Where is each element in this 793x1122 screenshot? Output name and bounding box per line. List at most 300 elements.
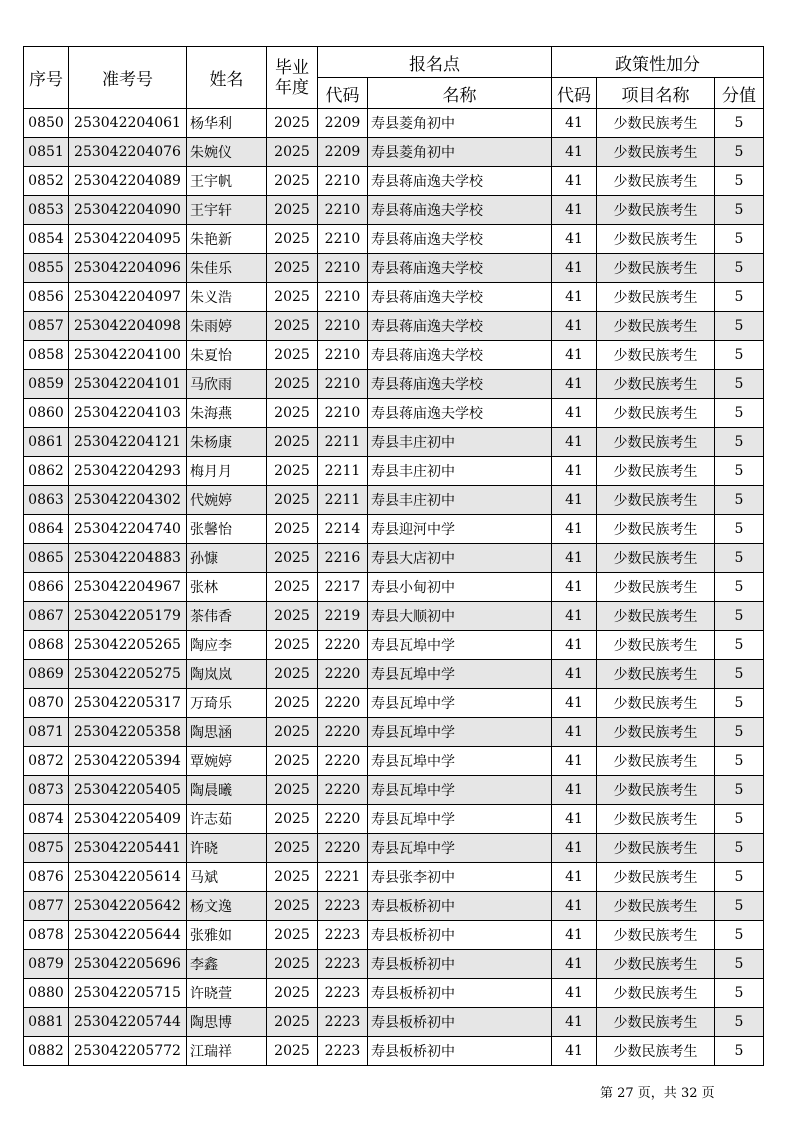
header-seq: 序号 bbox=[24, 47, 69, 109]
cell-reg-code: 2220 bbox=[318, 834, 368, 863]
table-row bbox=[24, 428, 764, 457]
cell-reg-code: 2220 bbox=[318, 631, 368, 660]
cell-seq: 0861 bbox=[24, 428, 69, 457]
cell-exam-no: 253042204883 bbox=[69, 544, 187, 573]
cell-year: 2025 bbox=[267, 283, 318, 312]
cell-name: 陶晨曦 bbox=[187, 776, 267, 805]
cell-year: 2025 bbox=[267, 370, 318, 399]
cell-reg-code: 2221 bbox=[318, 863, 368, 892]
cell-seq: 0854 bbox=[24, 225, 69, 254]
cell-seq: 0860 bbox=[24, 399, 69, 428]
cell-exam-no: 253042205394 bbox=[69, 747, 187, 776]
cell-name: 许晓萱 bbox=[187, 979, 267, 1008]
cell-policy-item: 少数民族考生 bbox=[597, 718, 715, 747]
cell-reg-code: 2217 bbox=[318, 573, 368, 602]
cell-reg-code: 2216 bbox=[318, 544, 368, 573]
cell-exam-no: 253042204098 bbox=[69, 312, 187, 341]
cell-exam-no: 253042204061 bbox=[69, 109, 187, 138]
cell-policy-item: 少数民族考生 bbox=[597, 892, 715, 921]
cell-name: 陶思涵 bbox=[187, 718, 267, 747]
cell-policy-score: 5 bbox=[715, 602, 764, 631]
cell-name: 江瑞祥 bbox=[187, 1037, 267, 1066]
table-row bbox=[24, 225, 764, 254]
cell-reg-code: 2223 bbox=[318, 892, 368, 921]
cell-school: 寿县蒋庙逸夫学校 bbox=[368, 225, 552, 254]
cell-policy-code: 41 bbox=[552, 341, 597, 370]
table-row bbox=[24, 805, 764, 834]
cell-year: 2025 bbox=[267, 225, 318, 254]
cell-policy-code: 41 bbox=[552, 660, 597, 689]
cell-policy-score: 5 bbox=[715, 660, 764, 689]
cell-school: 寿县蒋庙逸夫学校 bbox=[368, 312, 552, 341]
page-footer: 第 27 页，共 32 页 bbox=[600, 1086, 715, 1101]
cell-seq: 0873 bbox=[24, 776, 69, 805]
cell-name: 覃婉婷 bbox=[187, 747, 267, 776]
cell-exam-no: 253042204740 bbox=[69, 515, 187, 544]
cell-policy-item: 少数民族考生 bbox=[597, 370, 715, 399]
cell-policy-item: 少数民族考生 bbox=[597, 573, 715, 602]
cell-school: 寿县小甸初中 bbox=[368, 573, 552, 602]
cell-year: 2025 bbox=[267, 573, 318, 602]
cell-policy-score: 5 bbox=[715, 167, 764, 196]
cell-year: 2025 bbox=[267, 428, 318, 457]
cell-exam-no: 253042204101 bbox=[69, 370, 187, 399]
table-row bbox=[24, 109, 764, 138]
cell-policy-item: 少数民族考生 bbox=[597, 631, 715, 660]
cell-reg-code: 2220 bbox=[318, 660, 368, 689]
cell-exam-no: 253042204293 bbox=[69, 457, 187, 486]
table-row bbox=[24, 602, 764, 631]
cell-school: 寿县蒋庙逸夫学校 bbox=[368, 254, 552, 283]
cell-exam-no: 253042205772 bbox=[69, 1037, 187, 1066]
cell-exam-no: 253042204090 bbox=[69, 196, 187, 225]
table-row bbox=[24, 283, 764, 312]
cell-name: 朱海燕 bbox=[187, 399, 267, 428]
cell-seq: 0880 bbox=[24, 979, 69, 1008]
cell-name: 陶思博 bbox=[187, 1008, 267, 1037]
cell-policy-score: 5 bbox=[715, 486, 764, 515]
cell-exam-no: 253042205409 bbox=[69, 805, 187, 834]
cell-name: 朱婉仪 bbox=[187, 138, 267, 167]
cell-seq: 0869 bbox=[24, 660, 69, 689]
cell-reg-code: 2210 bbox=[318, 225, 368, 254]
cell-school: 寿县瓦埠中学 bbox=[368, 805, 552, 834]
cell-seq: 0879 bbox=[24, 950, 69, 979]
cell-policy-score: 5 bbox=[715, 370, 764, 399]
cell-exam-no: 253042204103 bbox=[69, 399, 187, 428]
cell-reg-code: 2223 bbox=[318, 1008, 368, 1037]
cell-reg-code: 2223 bbox=[318, 979, 368, 1008]
cell-policy-score: 5 bbox=[715, 573, 764, 602]
cell-policy-item: 少数民族考生 bbox=[597, 225, 715, 254]
cell-policy-score: 5 bbox=[715, 225, 764, 254]
cell-policy-code: 41 bbox=[552, 718, 597, 747]
cell-school: 寿县大店初中 bbox=[368, 544, 552, 573]
cell-seq: 0865 bbox=[24, 544, 69, 573]
cell-policy-item: 少数民族考生 bbox=[597, 776, 715, 805]
cell-policy-code: 41 bbox=[552, 1008, 597, 1037]
table-row bbox=[24, 921, 764, 950]
table-row bbox=[24, 1008, 764, 1037]
cell-school: 寿县瓦埠中学 bbox=[368, 776, 552, 805]
cell-school: 寿县瓦埠中学 bbox=[368, 834, 552, 863]
cell-name: 朱义浩 bbox=[187, 283, 267, 312]
header-reg-point: 报名点 bbox=[318, 47, 552, 78]
cell-policy-score: 5 bbox=[715, 1008, 764, 1037]
cell-policy-code: 41 bbox=[552, 399, 597, 428]
cell-seq: 0851 bbox=[24, 138, 69, 167]
cell-year: 2025 bbox=[267, 1008, 318, 1037]
header-policy-score: 分值 bbox=[715, 78, 764, 109]
cell-seq: 0863 bbox=[24, 486, 69, 515]
table-row bbox=[24, 399, 764, 428]
cell-year: 2025 bbox=[267, 892, 318, 921]
cell-name: 李鑫 bbox=[187, 950, 267, 979]
cell-name: 茶伟香 bbox=[187, 602, 267, 631]
cell-year: 2025 bbox=[267, 834, 318, 863]
cell-seq: 0876 bbox=[24, 863, 69, 892]
cell-name: 许晓 bbox=[187, 834, 267, 863]
cell-year: 2025 bbox=[267, 457, 318, 486]
cell-policy-score: 5 bbox=[715, 718, 764, 747]
cell-exam-no: 253042204121 bbox=[69, 428, 187, 457]
cell-reg-code: 2220 bbox=[318, 776, 368, 805]
cell-policy-code: 41 bbox=[552, 602, 597, 631]
cell-seq: 0872 bbox=[24, 747, 69, 776]
header-policy: 政策性加分 bbox=[552, 47, 764, 78]
cell-policy-score: 5 bbox=[715, 631, 764, 660]
cell-policy-code: 41 bbox=[552, 689, 597, 718]
cell-policy-score: 5 bbox=[715, 747, 764, 776]
cell-reg-code: 2220 bbox=[318, 805, 368, 834]
cell-reg-code: 2210 bbox=[318, 283, 368, 312]
cell-policy-code: 41 bbox=[552, 225, 597, 254]
cell-reg-code: 2210 bbox=[318, 167, 368, 196]
header-grad-year bbox=[267, 47, 318, 109]
cell-year: 2025 bbox=[267, 747, 318, 776]
cell-policy-item: 少数民族考生 bbox=[597, 283, 715, 312]
cell-policy-code: 41 bbox=[552, 805, 597, 834]
cell-year: 2025 bbox=[267, 689, 318, 718]
cell-policy-code: 41 bbox=[552, 428, 597, 457]
cell-exam-no: 253042204096 bbox=[69, 254, 187, 283]
cell-year: 2025 bbox=[267, 544, 318, 573]
cell-name: 万琦乐 bbox=[187, 689, 267, 718]
cell-policy-score: 5 bbox=[715, 341, 764, 370]
cell-policy-item: 少数民族考生 bbox=[597, 167, 715, 196]
cell-seq: 0856 bbox=[24, 283, 69, 312]
cell-policy-item: 少数民族考生 bbox=[597, 921, 715, 950]
cell-policy-code: 41 bbox=[552, 1037, 597, 1066]
cell-reg-code: 2211 bbox=[318, 486, 368, 515]
cell-policy-score: 5 bbox=[715, 921, 764, 950]
cell-exam-no: 253042205265 bbox=[69, 631, 187, 660]
header-grad-year-label: 毕业年度 bbox=[275, 57, 309, 98]
cell-policy-score: 5 bbox=[715, 283, 764, 312]
cell-year: 2025 bbox=[267, 312, 318, 341]
cell-name: 朱夏怡 bbox=[187, 341, 267, 370]
cell-year: 2025 bbox=[267, 660, 318, 689]
cell-policy-item: 少数民族考生 bbox=[597, 602, 715, 631]
cell-exam-no: 253042204089 bbox=[69, 167, 187, 196]
cell-reg-code: 2211 bbox=[318, 428, 368, 457]
cell-year: 2025 bbox=[267, 776, 318, 805]
cell-policy-score: 5 bbox=[715, 138, 764, 167]
cell-year: 2025 bbox=[267, 254, 318, 283]
cell-name: 张林 bbox=[187, 573, 267, 602]
cell-name: 杨华利 bbox=[187, 109, 267, 138]
cell-reg-code: 2210 bbox=[318, 254, 368, 283]
cell-school: 寿县蒋庙逸夫学校 bbox=[368, 283, 552, 312]
cell-seq: 0867 bbox=[24, 602, 69, 631]
cell-school: 寿县蒋庙逸夫学校 bbox=[368, 196, 552, 225]
header-reg-name: 名称 bbox=[368, 78, 552, 109]
cell-exam-no: 253042205642 bbox=[69, 892, 187, 921]
cell-name: 杨文逸 bbox=[187, 892, 267, 921]
cell-policy-score: 5 bbox=[715, 428, 764, 457]
cell-policy-item: 少数民族考生 bbox=[597, 950, 715, 979]
cell-exam-no: 253042205179 bbox=[69, 602, 187, 631]
cell-policy-item: 少数民族考生 bbox=[597, 805, 715, 834]
cell-year: 2025 bbox=[267, 979, 318, 1008]
cell-exam-no: 253042205275 bbox=[69, 660, 187, 689]
cell-school: 寿县菱角初中 bbox=[368, 138, 552, 167]
table-row bbox=[24, 312, 764, 341]
cell-policy-score: 5 bbox=[715, 892, 764, 921]
cell-exam-no: 253042205358 bbox=[69, 718, 187, 747]
cell-exam-no: 253042205405 bbox=[69, 776, 187, 805]
cell-seq: 0858 bbox=[24, 341, 69, 370]
cell-school: 寿县丰庄初中 bbox=[368, 457, 552, 486]
cell-school: 寿县板桥初中 bbox=[368, 950, 552, 979]
cell-policy-score: 5 bbox=[715, 254, 764, 283]
cell-policy-code: 41 bbox=[552, 544, 597, 573]
cell-seq: 0853 bbox=[24, 196, 69, 225]
cell-school: 寿县瓦埠中学 bbox=[368, 689, 552, 718]
cell-year: 2025 bbox=[267, 921, 318, 950]
cell-school: 寿县蒋庙逸夫学校 bbox=[368, 167, 552, 196]
cell-year: 2025 bbox=[267, 863, 318, 892]
table-row bbox=[24, 167, 764, 196]
cell-exam-no: 253042205614 bbox=[69, 863, 187, 892]
cell-exam-no: 253042205696 bbox=[69, 950, 187, 979]
cell-policy-code: 41 bbox=[552, 515, 597, 544]
header-policy-item: 项目名称 bbox=[597, 78, 715, 109]
cell-policy-code: 41 bbox=[552, 834, 597, 863]
cell-policy-score: 5 bbox=[715, 457, 764, 486]
cell-exam-no: 253042204076 bbox=[69, 138, 187, 167]
cell-policy-code: 41 bbox=[552, 863, 597, 892]
cell-exam-no: 253042204100 bbox=[69, 341, 187, 370]
cell-reg-code: 2210 bbox=[318, 370, 368, 399]
cell-reg-code: 2209 bbox=[318, 109, 368, 138]
cell-policy-item: 少数民族考生 bbox=[597, 1037, 715, 1066]
cell-seq: 0877 bbox=[24, 892, 69, 921]
table-row bbox=[24, 660, 764, 689]
cell-policy-item: 少数民族考生 bbox=[597, 515, 715, 544]
cell-policy-item: 少数民族考生 bbox=[597, 109, 715, 138]
cell-policy-code: 41 bbox=[552, 457, 597, 486]
cell-reg-code: 2211 bbox=[318, 457, 368, 486]
cell-name: 许志茹 bbox=[187, 805, 267, 834]
cell-policy-code: 41 bbox=[552, 950, 597, 979]
cell-policy-item: 少数民族考生 bbox=[597, 196, 715, 225]
cell-policy-score: 5 bbox=[715, 776, 764, 805]
cell-exam-no: 253042204095 bbox=[69, 225, 187, 254]
cell-policy-code: 41 bbox=[552, 254, 597, 283]
cell-school: 寿县板桥初中 bbox=[368, 892, 552, 921]
cell-policy-code: 41 bbox=[552, 312, 597, 341]
cell-seq: 0881 bbox=[24, 1008, 69, 1037]
cell-policy-item: 少数民族考生 bbox=[597, 660, 715, 689]
table-row bbox=[24, 776, 764, 805]
cell-exam-no: 253042204097 bbox=[69, 283, 187, 312]
cell-policy-item: 少数民族考生 bbox=[597, 457, 715, 486]
cell-school: 寿县瓦埠中学 bbox=[368, 631, 552, 660]
header-reg-code: 代码 bbox=[318, 78, 368, 109]
cell-reg-code: 2210 bbox=[318, 399, 368, 428]
cell-policy-item: 少数民族考生 bbox=[597, 689, 715, 718]
cell-policy-score: 5 bbox=[715, 689, 764, 718]
table-row bbox=[24, 370, 764, 399]
cell-policy-code: 41 bbox=[552, 283, 597, 312]
cell-seq: 0882 bbox=[24, 1037, 69, 1066]
cell-reg-code: 2210 bbox=[318, 196, 368, 225]
cell-policy-score: 5 bbox=[715, 834, 764, 863]
cell-reg-code: 2214 bbox=[318, 515, 368, 544]
cell-name: 陶岚岚 bbox=[187, 660, 267, 689]
cell-seq: 0855 bbox=[24, 254, 69, 283]
table-row bbox=[24, 457, 764, 486]
cell-name: 陶应李 bbox=[187, 631, 267, 660]
table-row bbox=[24, 747, 764, 776]
cell-reg-code: 2220 bbox=[318, 718, 368, 747]
cell-reg-code: 2223 bbox=[318, 921, 368, 950]
cell-policy-score: 5 bbox=[715, 312, 764, 341]
cell-reg-code: 2220 bbox=[318, 747, 368, 776]
cell-policy-item: 少数民族考生 bbox=[597, 399, 715, 428]
cell-policy-item: 少数民族考生 bbox=[597, 428, 715, 457]
cell-school: 寿县板桥初中 bbox=[368, 1037, 552, 1066]
cell-school: 寿县板桥初中 bbox=[368, 1008, 552, 1037]
cell-exam-no: 253042205715 bbox=[69, 979, 187, 1008]
cell-policy-item: 少数民族考生 bbox=[597, 486, 715, 515]
cell-seq: 0868 bbox=[24, 631, 69, 660]
cell-seq: 0864 bbox=[24, 515, 69, 544]
cell-name: 张馨怡 bbox=[187, 515, 267, 544]
header-exam-no: 准考号 bbox=[69, 47, 187, 109]
cell-name: 马欣雨 bbox=[187, 370, 267, 399]
cell-year: 2025 bbox=[267, 138, 318, 167]
cell-seq: 0859 bbox=[24, 370, 69, 399]
table-row bbox=[24, 573, 764, 602]
cell-year: 2025 bbox=[267, 486, 318, 515]
table-row bbox=[24, 834, 764, 863]
table-row bbox=[24, 341, 764, 370]
cell-policy-item: 少数民族考生 bbox=[597, 1008, 715, 1037]
cell-policy-item: 少数民族考生 bbox=[597, 863, 715, 892]
table-row bbox=[24, 863, 764, 892]
cell-policy-score: 5 bbox=[715, 1037, 764, 1066]
table-body bbox=[24, 109, 764, 1066]
cell-exam-no: 253042204302 bbox=[69, 486, 187, 515]
cell-school: 寿县板桥初中 bbox=[368, 921, 552, 950]
table-row bbox=[24, 689, 764, 718]
table-row bbox=[24, 544, 764, 573]
cell-year: 2025 bbox=[267, 950, 318, 979]
cell-policy-score: 5 bbox=[715, 863, 764, 892]
cell-policy-code: 41 bbox=[552, 892, 597, 921]
cell-reg-code: 2209 bbox=[318, 138, 368, 167]
cell-policy-code: 41 bbox=[552, 573, 597, 602]
cell-policy-score: 5 bbox=[715, 109, 764, 138]
cell-seq: 0862 bbox=[24, 457, 69, 486]
cell-policy-item: 少数民族考生 bbox=[597, 747, 715, 776]
cell-name: 朱佳乐 bbox=[187, 254, 267, 283]
cell-policy-code: 41 bbox=[552, 747, 597, 776]
cell-policy-item: 少数民族考生 bbox=[597, 312, 715, 341]
cell-policy-code: 41 bbox=[552, 167, 597, 196]
cell-name: 张雅如 bbox=[187, 921, 267, 950]
cell-school: 寿县蒋庙逸夫学校 bbox=[368, 399, 552, 428]
cell-seq: 0874 bbox=[24, 805, 69, 834]
cell-policy-item: 少数民族考生 bbox=[597, 544, 715, 573]
cell-school: 寿县蒋庙逸夫学校 bbox=[368, 341, 552, 370]
cell-policy-score: 5 bbox=[715, 515, 764, 544]
cell-policy-code: 41 bbox=[552, 138, 597, 167]
table-row bbox=[24, 718, 764, 747]
cell-reg-code: 2220 bbox=[318, 689, 368, 718]
cell-policy-item: 少数民族考生 bbox=[597, 254, 715, 283]
cell-year: 2025 bbox=[267, 805, 318, 834]
cell-school: 寿县丰庄初中 bbox=[368, 428, 552, 457]
cell-year: 2025 bbox=[267, 109, 318, 138]
cell-policy-score: 5 bbox=[715, 399, 764, 428]
table-row bbox=[24, 515, 764, 544]
cell-exam-no: 253042205644 bbox=[69, 921, 187, 950]
cell-seq: 0870 bbox=[24, 689, 69, 718]
cell-policy-score: 5 bbox=[715, 805, 764, 834]
header-name: 姓名 bbox=[187, 47, 267, 109]
cell-name: 马斌 bbox=[187, 863, 267, 892]
cell-year: 2025 bbox=[267, 515, 318, 544]
table-row bbox=[24, 138, 764, 167]
cell-policy-item: 少数民族考生 bbox=[597, 834, 715, 863]
cell-reg-code: 2223 bbox=[318, 1037, 368, 1066]
cell-exam-no: 253042205744 bbox=[69, 1008, 187, 1037]
table-row bbox=[24, 950, 764, 979]
cell-school: 寿县大顺初中 bbox=[368, 602, 552, 631]
cell-name: 朱艳新 bbox=[187, 225, 267, 254]
cell-exam-no: 253042204967 bbox=[69, 573, 187, 602]
cell-policy-item: 少数民族考生 bbox=[597, 341, 715, 370]
table-row bbox=[24, 1037, 764, 1066]
cell-policy-code: 41 bbox=[552, 921, 597, 950]
cell-name: 朱杨康 bbox=[187, 428, 267, 457]
cell-exam-no: 253042205317 bbox=[69, 689, 187, 718]
cell-year: 2025 bbox=[267, 631, 318, 660]
table-row bbox=[24, 196, 764, 225]
cell-year: 2025 bbox=[267, 196, 318, 225]
cell-school: 寿县瓦埠中学 bbox=[368, 718, 552, 747]
student-table bbox=[23, 46, 764, 1066]
cell-reg-code: 2219 bbox=[318, 602, 368, 631]
cell-seq: 0878 bbox=[24, 921, 69, 950]
cell-seq: 0871 bbox=[24, 718, 69, 747]
table-row bbox=[24, 631, 764, 660]
cell-name: 朱雨婷 bbox=[187, 312, 267, 341]
cell-school: 寿县瓦埠中学 bbox=[368, 660, 552, 689]
